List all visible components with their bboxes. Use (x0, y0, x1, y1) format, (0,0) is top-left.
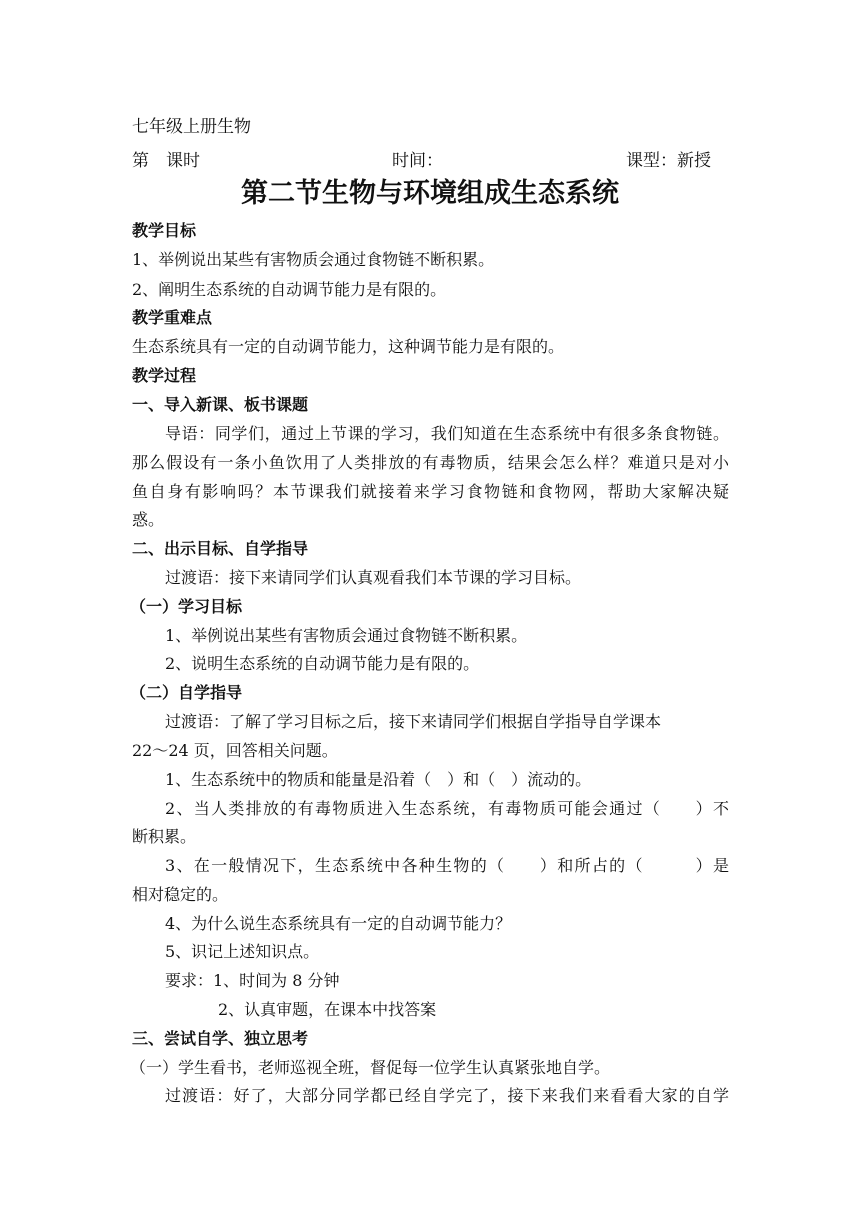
section-heading: 一、导入新课、板书课题 (132, 395, 309, 414)
paragraph-line: 过渡语：好了，大部分同学都已经自学完了，接下来我们来看看大家的自学 (165, 1086, 729, 1105)
subsection-heading: （一）学习目标 (130, 597, 243, 616)
paragraph-line: 惑。 (132, 510, 165, 529)
question-item: 相对稳定的。 (132, 885, 229, 904)
time-label: 时间： (392, 151, 443, 171)
objective-item: 2、阐明生态系统的自动调节能力是有限的。 (132, 280, 447, 299)
question-item: 断积累。 (132, 827, 197, 846)
question-item: 4、为什么说生态系统具有一定的自动调节能力？ (165, 914, 512, 933)
subsection-heading: （二）自学指导 (130, 683, 243, 702)
process-heading: 教学过程 (132, 366, 197, 385)
section-heading: 三、尝试自学、独立思考 (132, 1029, 309, 1048)
page-title: 第二节生物与环境组成生态系统 (241, 178, 619, 209)
goal-item: 1、举例说出某些有害物质会通过食物链不断积累。 (165, 626, 528, 645)
transition-text: 过渡语：接下来请同学们认真观看我们本节课的学习目标。 (165, 568, 582, 587)
question-item: 2、当人类排放的有毒物质进入生态系统，有毒物质可能会通过（ ）不 (165, 799, 729, 818)
key-points-heading: 教学重难点 (132, 308, 213, 327)
objective-item: 1、举例说出某些有害物质会通过食物链不断积累。 (132, 250, 495, 269)
lesson-number: 第 课时 (132, 151, 200, 171)
lesson-type: 课型：新授 (626, 151, 711, 171)
section-heading: 二、出示目标、自学指导 (132, 539, 309, 558)
question-item: 5、识记上述知识点。 (165, 942, 320, 961)
requirement-item: 2、认真审题，在课本中找答案 (218, 1000, 437, 1019)
paragraph-line: 鱼自身有影响吗？本节课我们就接着来学习食物链和食物网，帮助大家解决疑 (132, 482, 729, 501)
paragraph-line: 那么假设有一条小鱼饮用了人类排放的有毒物质，结果会怎么样？难道只是对小 (132, 453, 729, 472)
requirement-item: 要求：1、时间为 8 分钟 (165, 971, 340, 990)
paragraph-line: （一）学生看书，老师巡视全班，督促每一位学生认真紧张地自学。 (130, 1058, 611, 1077)
goal-item: 2、说明生态系统的自动调节能力是有限的。 (165, 654, 480, 673)
grade-subject: 七年级上册生物 (132, 117, 251, 137)
question-item: 3、在一般情况下，生态系统中各种生物的（ ）和所占的（ ）是 (165, 856, 729, 875)
question-item: 1、生态系统中的物质和能量是沿着（ ）和（ ）流动的。 (165, 770, 592, 789)
guide-intro: 过渡语：了解了学习目标之后，接下来请同学们根据自学指导自学课本 (165, 712, 662, 731)
guide-intro: 22～24 页，回答相关问题。 (132, 741, 338, 760)
objectives-heading: 教学目标 (132, 221, 197, 240)
paragraph-line: 导语：同学们，通过上节课的学习，我们知道在生态系统中有很多条食物链。 (165, 424, 729, 443)
key-points-text: 生态系统具有一定的自动调节能力，这种调节能力是有限的。 (132, 337, 565, 356)
